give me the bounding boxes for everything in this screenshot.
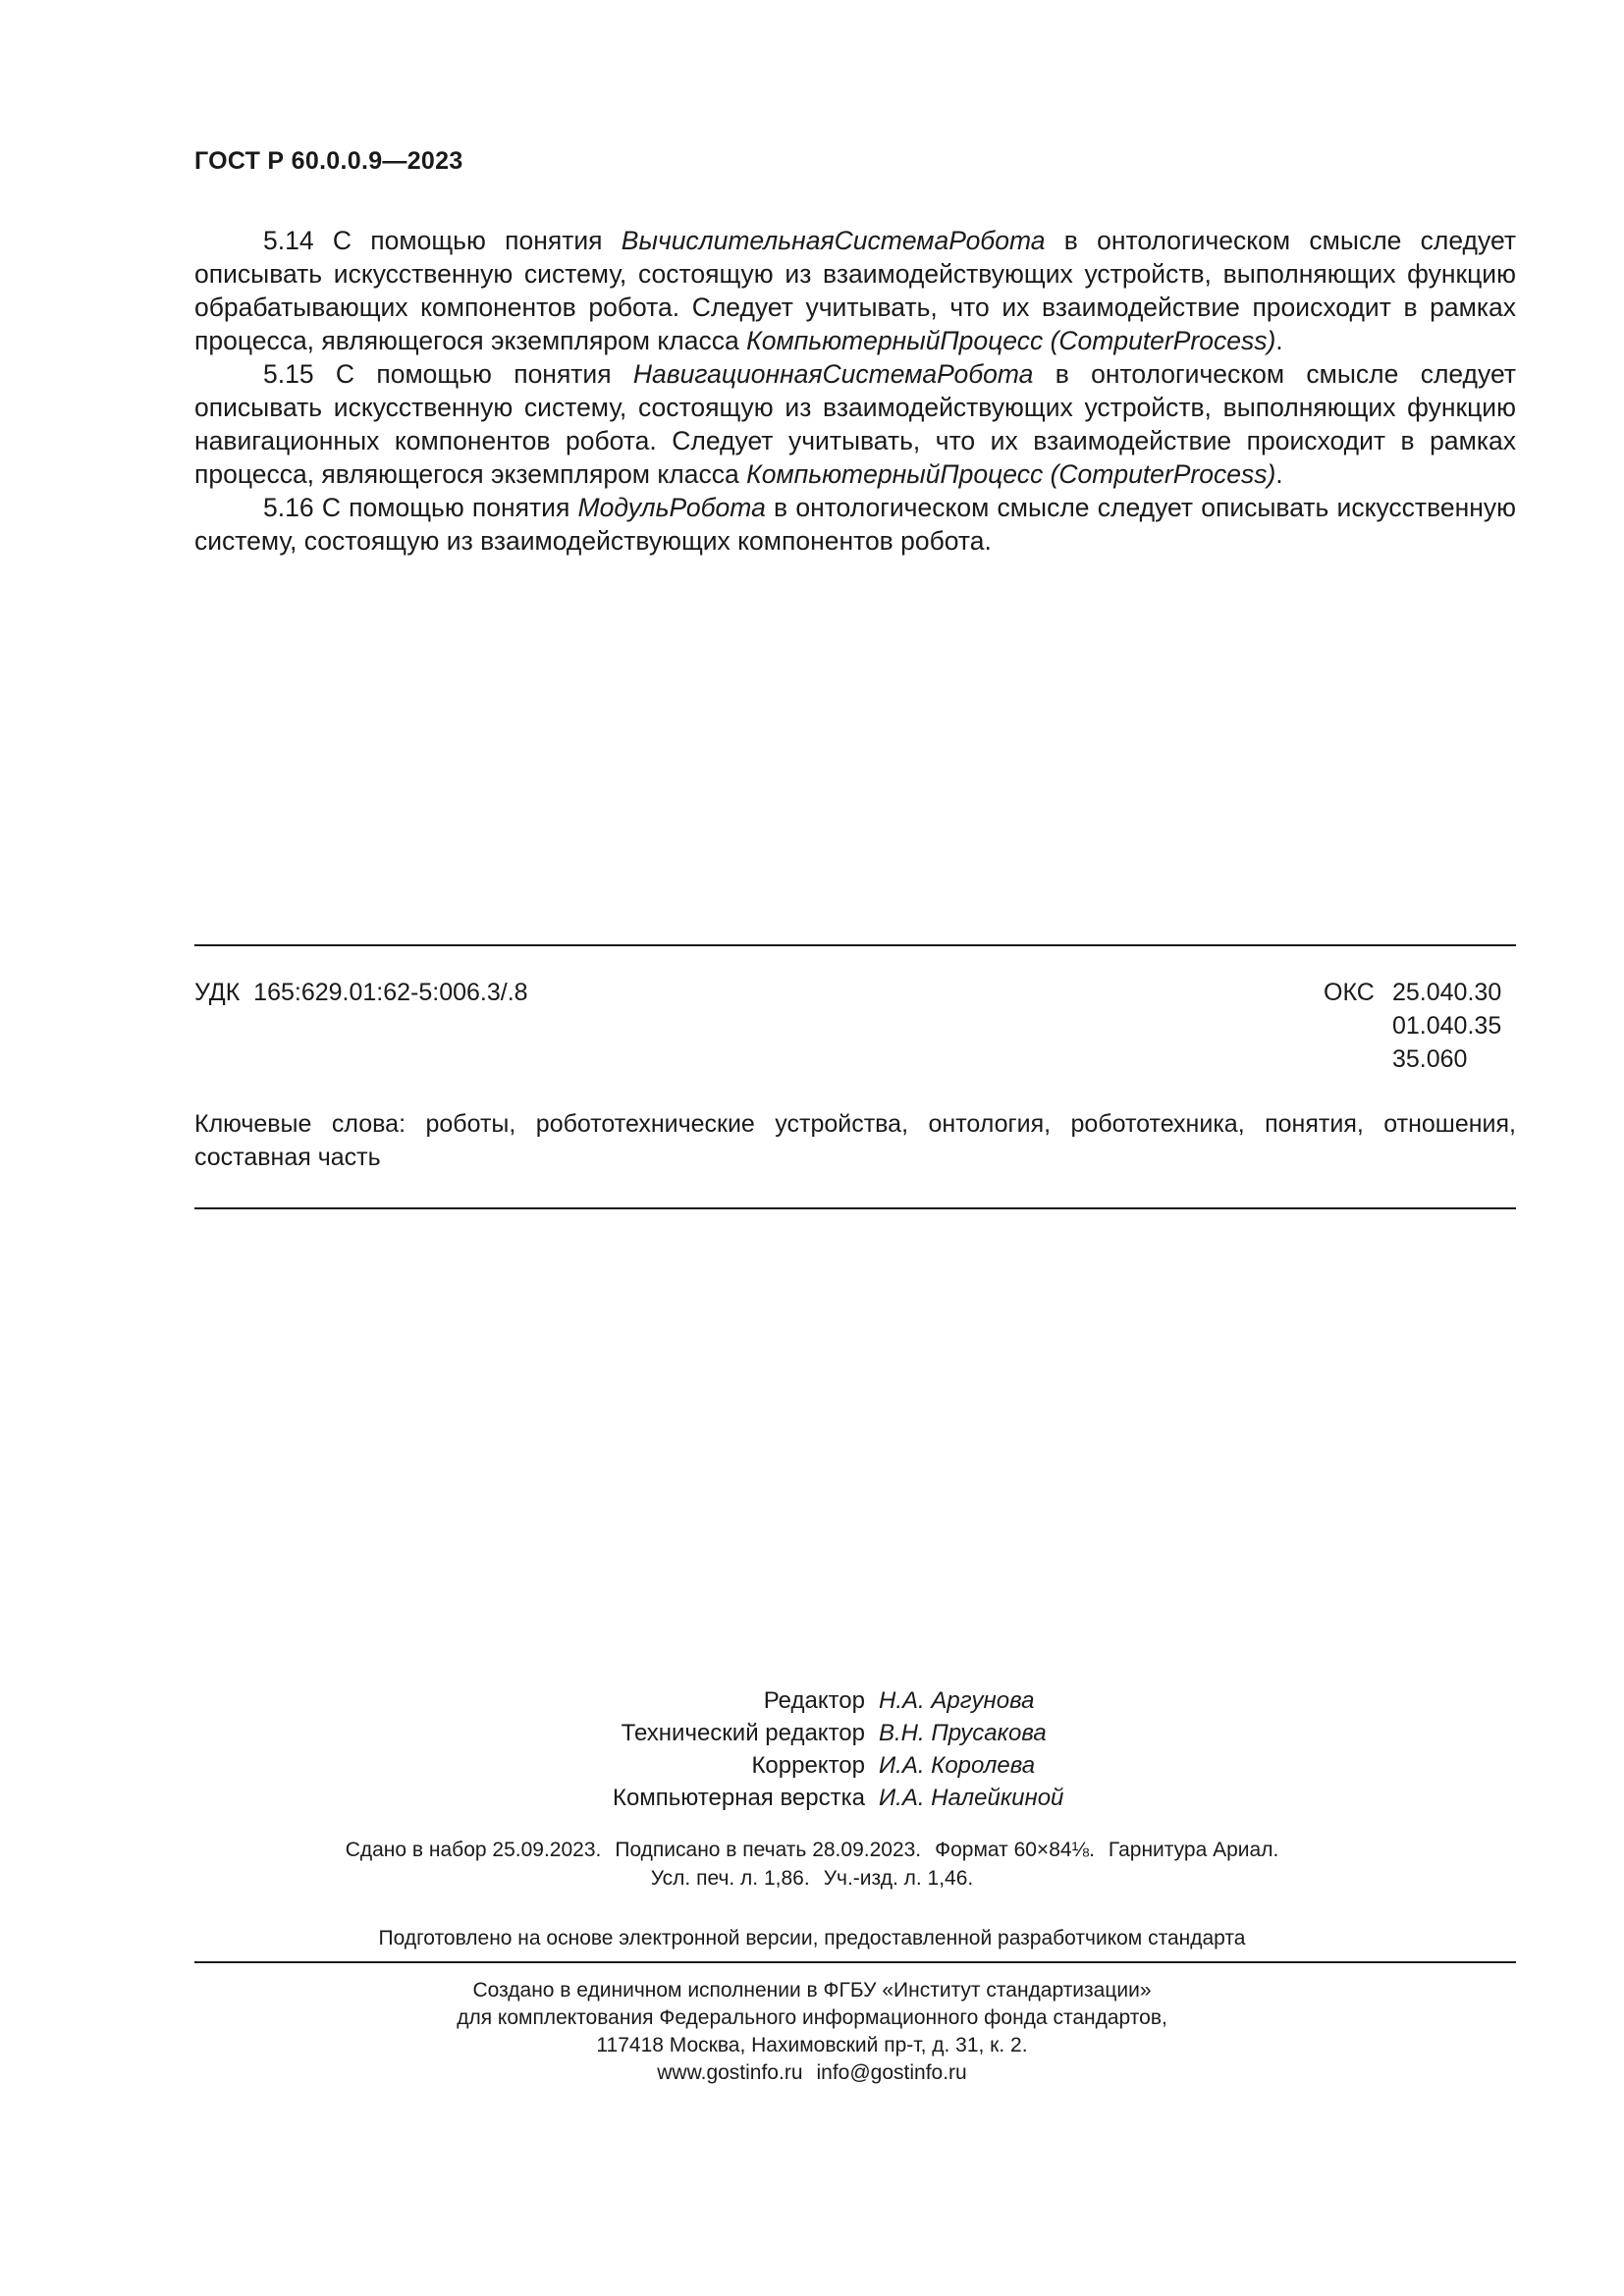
email-link[interactable]: info@gostinfo.ru [816,2061,967,2084]
publisher-footer: Создано в единичном исполнении в ФГБУ «Институт стандартизации» для комплектования Федерального информационного фонда стандартов, 117418 Москва, Нахимовский пр-т, д. 31, к. 2. www.gostinfo.ru info@gostinfo.ru [457,1979,1167,2084]
credits-block [0,1684,1624,1814]
oks-value: 25.040.30 [1392,979,1502,1006]
credit-tech-editor: Технический редактор В.Н. Прусакова [621,1720,1047,1746]
oks-value: 01.040.35 [1392,1012,1502,1040]
paragraph-5-15: 5.15 С помощью понятия НавигационнаяСистемаРобота в онтологическом смысле следует описывать искусственную систему, состоящую из взаимодействующих устройств, выполняющих функцию навигационных компонентов робота. Следует учитывать, что их взаимодействие происходит в рамках процесса, являющегося экземпляром класса КомпьютерныйПроцесс (ComputerProcess). [194,359,1516,489]
udk-code: УДК 165:629.01:62-5:006.3/.8 [194,979,528,1006]
credit-proofreader: Корректор И.А. Королева [751,1752,1036,1779]
divider-middle [194,1207,1516,1209]
paragraph-5-16: 5.16 С помощью понятия МодульРобота в онтологическом смысле следует описывать искусственную систему, состоящую из взаимодействующих компонентов робота. [194,493,1516,556]
oks-value: 35.060 [1392,1045,1468,1073]
divider-bottom [194,1961,1516,1963]
prepared-note: Подготовлено на основе электронной версии, предоставленной разработчиком стандарта [378,1927,1246,1949]
print-info: Сдано в набор 25.09.2023. Подписано в печать 28.09.2023. Формат 60×84⅛. Гарнитура Ариал. Усл. печ. л. 1,86. Уч.-изд. л. 1,46. [345,1839,1279,1890]
class-term: КомпьютерныйПроцесс (ComputerProcess) [746,459,1276,489]
credit-editor: Редактор Н.А. Аргунова [763,1687,1035,1714]
divider-top [194,944,1516,946]
paragraph-5-14: 5.14 С помощью понятия ВычислительнаяСистемаРобота в онтологическом смысле следует описывать искусственную систему, состоящую из взаимодействующих устройств, выполняющих функцию обрабатывающих компонентов робота. Следует учитывать, что их взаимодействие происходит в рамках процесса, являющегося экземпляром класса КомпьютерныйПроцесс (ComputerProcess). [194,226,1516,355]
keywords: Ключевые слова: роботы, робототехнические устройства, онтология, робототехника, понятия, отношения, составная часть [194,1110,1516,1171]
document-header: ГОСТ Р 60.0.0.9—2023 [194,147,463,175]
document-body [194,224,1516,558]
website-link[interactable]: www.gostinfo.ru [657,2061,803,2084]
term: ВычислительнаяСистемаРобота [621,226,1046,255]
class-term: КомпьютерныйПроцесс (ComputerProcess) [746,326,1276,355]
oks-codes: ОКС 25.040.30 01.040.35 35.060 [1324,976,1501,1076]
term: НавигационнаяСистемаРобота [632,359,1034,389]
credit-layout: Компьютерная верстка И.А. Налейкиной [612,1785,1064,1811]
term: МодульРобота [577,493,766,522]
